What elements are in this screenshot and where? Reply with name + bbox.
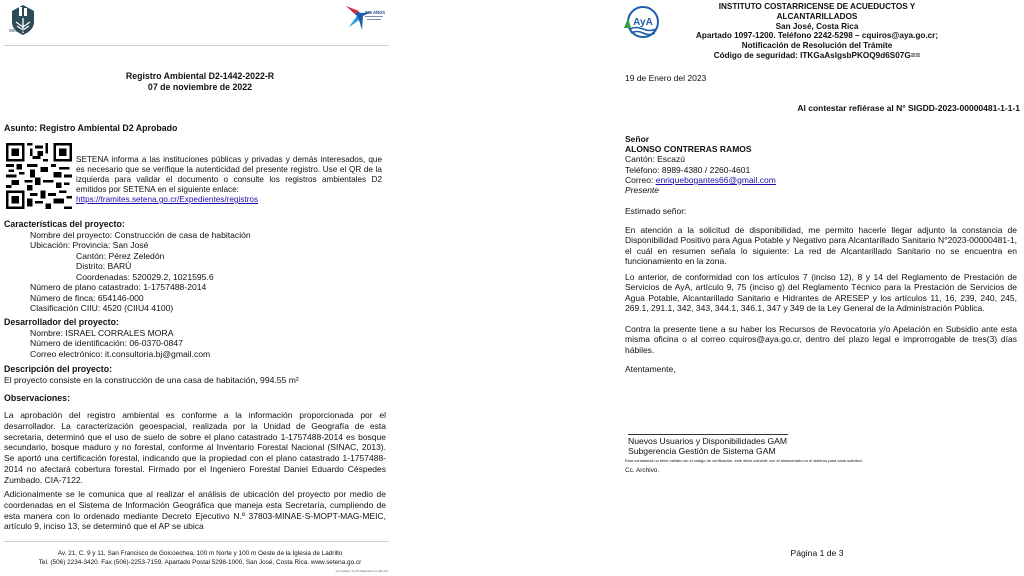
form-code: Formulario: 01-07-DEA-EIA-For-06-v01 — [335, 569, 388, 573]
header-divider — [4, 45, 389, 46]
bicentennial-hummingbird-logo-icon — [343, 2, 391, 32]
signature-block — [628, 436, 787, 457]
developer-email: Correo electrónico: it.consultoria.bj@gmail.com — [30, 348, 211, 359]
validity-disclaimer: Esta constancia no tiene validez sin el código de verificación, éste debe coincidir con el almacenado en el sistema para cada solicitud. — [625, 458, 863, 463]
recipient-name: ALONSO CONTRERAS RAMOS — [625, 144, 752, 155]
location-province: Ubicación: Provincia: San José — [30, 240, 149, 250]
location-district: Distrito: BARÚ — [76, 261, 132, 271]
description-text: El proyecto consiste en la construcción de una casa de habitación, 994.55 m² — [4, 374, 299, 385]
recipient-phone: Teléfono: 8989-4380 / 2260-4601 — [625, 164, 751, 175]
reference-number: Al contestar refiérase al N° SIGDD-2023-00000481-1-1-1 — [797, 103, 1020, 113]
property-number: Número de finca: 654146-000 — [30, 292, 144, 303]
qr-code-icon[interactable] — [6, 143, 72, 209]
location-canton: Cantón: Pérez Zeledón — [76, 250, 165, 261]
letter-paragraph-2: Lo anterior, de conformidad con los artículos 7 (inciso 12), 8 y 14 del Reglamento de Prestación de Servicios de AyA, artículo 9, 75 (inciso g) del Reglamento Técnico para la Prestación de Servicios de Agua Potable, Alcantarillado Sanitario e Hidrantes de ARESEP y los artículos 11, 16, 239, 240, 245, 269.1, 291.1, 342, 343, 344.1, 346.1, 347 y 349 de la Ley General de la Administración Pública. — [625, 272, 1017, 313]
signature-line-2: Subgerencia Gestión de Sistema GAM — [628, 446, 776, 457]
cadastral-plan-number: Número de plano catastrado: 1-1757488-2014 — [30, 282, 207, 292]
qr-verification-notice — [76, 155, 382, 205]
registration-date: 07 de noviembre de 2022 — [147, 82, 253, 92]
security-code: Código de seguridad: ITKGaAslgsbPKOQ9d6S07G== — [713, 50, 921, 60]
characteristics-heading: Características del proyecto: — [4, 219, 125, 229]
signature-line-1: Nuevos Usuarios y Disponibilidades GAM — [628, 436, 788, 446]
qr-notice-text: SETENA informa a las instituciones públicas y privadas y demás interesados, que es necesario que se verifique la autenticidad del presente registro. Use el QR de la izquierda para validar el documento o consulte los registros ambientales D2 emitidos por SETENA en el siguiente enlace: — [76, 155, 382, 194]
aya-notification-page — [600, 0, 1024, 576]
description-section — [4, 364, 388, 385]
observations-heading-block — [4, 393, 388, 404]
location-coordinates: Coordenadas: 520029.2, 1021595.6 — [76, 271, 214, 282]
registration-title: Registro Ambiental D2-1442-2022-R — [125, 71, 275, 81]
closing: Atentamente, — [625, 364, 676, 374]
cc-archive: Cc. Archivo. — [625, 467, 660, 474]
institution-location: San José, Costa Rica — [775, 21, 859, 31]
ciiu-classification: Clasificación CIIU: 4520 (CIIU4 4100) — [30, 303, 174, 313]
footer-address-line-2: Tel. (506) 2234-3420. Fax (506)-2253-7159. Apartado Postal 5298-1000, San José, Costa Rica. www.setena.go.cr — [38, 559, 362, 566]
observations-paragraph-1: La aprobación del registro ambiental es conforme a la información proporcionada por el desarrollador. La caracterización geoespacial, realizada por la Unidad de Geografía de esta secretaria, determinó que el uso de suelo de sobre el plano catastrado 1-1757488-2014 es bosque secundario, bosque maduro y no forestal, conforme al Inventario Forestal Nacional (SINAC, 2013). Se aportó una certificación forestal, indicando que la propiedad con el plano catastrado 1-1757488-2014 no afectará cobertura forestal. Firmado por el Ingeniero Forestal Daniel Eduardo Céspedes Zumbado. CIA-7122. — [4, 410, 386, 485]
signature-line — [628, 434, 788, 435]
recipient-block — [625, 134, 776, 195]
observations-heading: Observaciones: — [4, 393, 71, 403]
recipient-title: Señor — [625, 134, 650, 144]
registry-link[interactable]: https://tramites.setena.go.cr/Expedientes/registros — [76, 195, 259, 204]
footer-address-line-1: Av. 21, C. 9 y 11, San Francisco de Goicoechea, 100 m Norte y 100 m Oeste de la Iglesia de Ladrillo — [57, 550, 343, 557]
salutation: Estimado señor: — [625, 206, 687, 216]
notification-title: Notificación de Resolución del Trámite — [741, 41, 893, 51]
developer-name: Nombre: ISRAEL CORRALES MORA — [30, 327, 174, 338]
letter-paragraph-3: Contra la presente tiene a su haber los Recursos de Revocatoria y/o Apelación en Subsidio ante esta misma oficina o al correo cquiros@aya.go.cr, dentro del plazo legal e improrrogable de tres(3) días hábiles. — [625, 324, 1017, 355]
description-heading: Descripción del proyecto: — [4, 364, 113, 374]
footer-divider — [4, 541, 389, 542]
developer-heading: Desarrollador del proyecto: — [4, 317, 119, 327]
project-name: Nombre del proyecto: Construcción de casa de habitación — [30, 229, 251, 240]
registration-title-block — [0, 71, 400, 93]
project-characteristics-section — [4, 219, 388, 314]
recipient-presente: Presente — [625, 185, 660, 196]
institution-contact: Apartado 1097-1200. Teléfono 2242-5298 – cquiros@aya.go.cr; — [695, 31, 939, 41]
page-indicator: Página 1 de 3 — [790, 548, 844, 558]
recipient-email-label: Correo: — [625, 174, 656, 185]
institution-name: INSTITUTO COSTARRICENSE DE ACUEDUCTOS Y ALCANTARILLADOS — [718, 2, 916, 21]
letter-paragraph-1: En atención a la solicitud de disponibilidad, me permito hacerle llegar adjunto la constancia de Disponibilidad Positivo para Agua Potable y Negativo para Alcantarillado Sanitario N°2023-00000481-1, el cuál en resumen señala lo siguiente: La red de Alcantarillado Sanitario no se encuentra en funcionamiento en la zona. — [625, 225, 1017, 266]
recipient-email-row — [625, 175, 776, 185]
footer-address — [0, 549, 400, 567]
developer-section — [4, 317, 388, 359]
observations-paragraph-2: Adicionalmente se le comunica que al realizar el análisis de ubicación del proyecto por medio de coordenadas en el Sistema de Información Geográfica que maneja esta Secretaría, cumpliendo de esta manera con lo ordenado mediante Decreto Ejecutivo N.º 37803-MINAE-S-MOPT-MAG-MEIC, artículo 9, inciso 13, se determinó que el AP se ubica — [4, 489, 386, 532]
setena-registration-page — [0, 0, 400, 576]
aya-logo-text: AyA — [633, 17, 653, 28]
recipient-canton: Cantón: Escazú — [625, 154, 686, 165]
subject-line: Asunto: Registro Ambiental D2 Aprobado — [4, 123, 178, 133]
letter-date: 19 de Enero del 2023 — [625, 73, 707, 83]
bicentennial-text: 200 AÑOS — [365, 10, 386, 15]
aya-logo-icon — [622, 4, 660, 42]
setena-logo-text: setena — [9, 28, 25, 34]
recipient-email-link[interactable]: enriquebogantes66@gmail.com — [655, 174, 776, 185]
developer-id: Número de identificación: 06-0370-0847 — [30, 338, 183, 348]
institution-header — [682, 2, 952, 61]
